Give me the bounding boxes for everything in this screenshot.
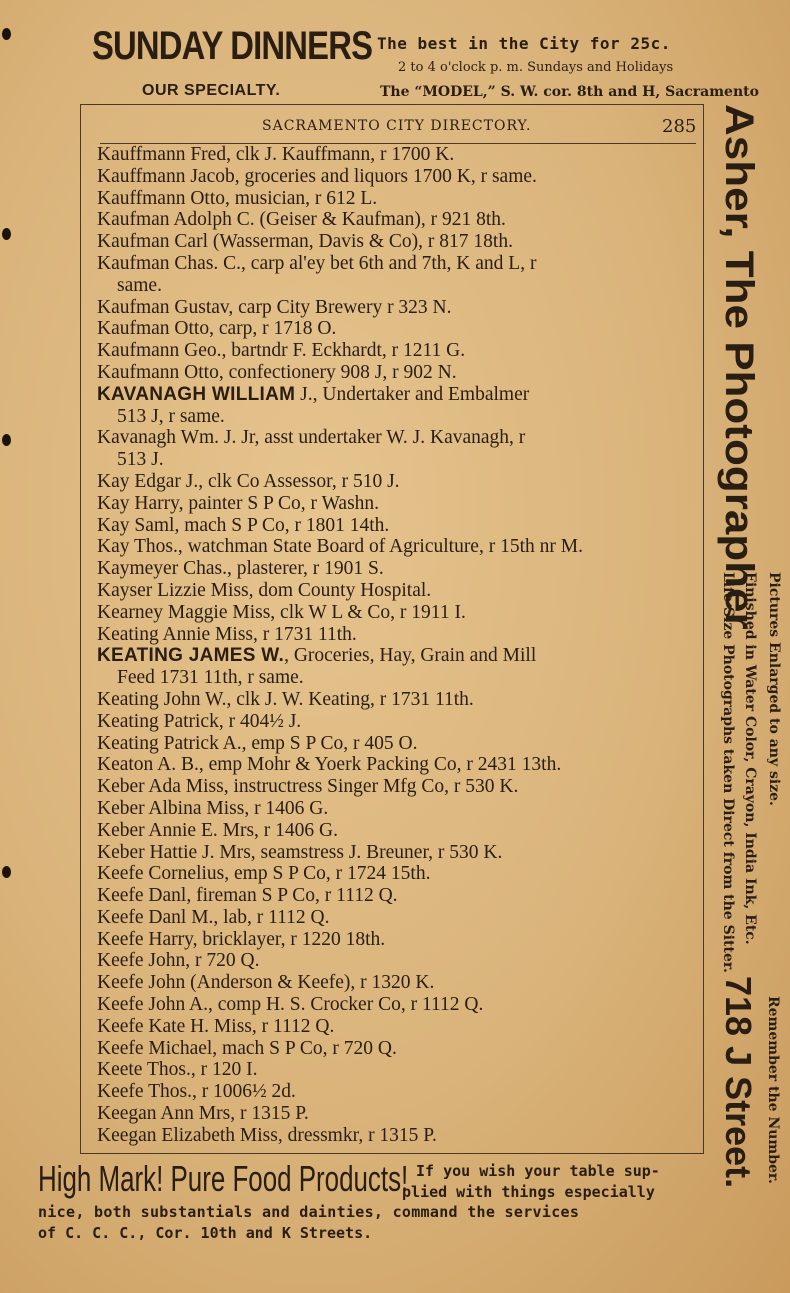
directory-entry <box>97 515 702 537</box>
directory-entry <box>97 558 702 580</box>
directory-entry <box>97 929 702 951</box>
directory-entry <box>97 1081 702 1103</box>
entry-text: Keefe Thos., r 1006½ 2d. <box>97 1081 296 1103</box>
entry-text: Keber Hattie J. Mrs, seamstress J. Breuner, r 530 K. <box>97 841 503 863</box>
entry-text: Kay Saml, mach S P Co, r 1801 14th. <box>97 514 390 536</box>
entry-text: Keefe Kate H. Miss, r 1112 Q. <box>97 1015 335 1037</box>
entry-text: Kauffmann Fred, clk J. Kauffmann, r 1700 K. <box>97 144 455 165</box>
binding-hole <box>2 866 11 878</box>
asher-remember: Remember the Number. <box>765 996 781 1184</box>
directory-entry <box>97 972 702 994</box>
entry-text: Keating Patrick, r 404½ J. <box>97 710 302 732</box>
entry-text: Kaufman Chas. C., carp al'ey bet 6th and 7th, K and L, r <box>97 252 537 274</box>
directory-entry <box>97 471 702 493</box>
high-mark-line2: plied with things especially <box>402 1183 655 1201</box>
sunday-dinners-line2: 2 to 4 o'clock p. m. Sundays and Holidays <box>398 60 674 75</box>
sunday-dinners-line1: The best in the City for 25c. <box>377 34 671 53</box>
entry-text: Kaufman Gustav, carp City Brewery r 323 N. <box>97 296 452 318</box>
entry-text: Keating John W., clk J. W. Keating, r 1731 11th. <box>97 688 474 710</box>
directory-entry <box>97 188 702 210</box>
directory-entry <box>97 318 702 340</box>
directory-entry <box>97 1038 702 1060</box>
directory-entry-continuation <box>97 667 702 689</box>
entry-text: Keefe Cornelius, emp S P Co, r 1724 15th. <box>97 863 431 885</box>
entry-name-bold: KAVANAGH WILLIAM <box>97 383 296 405</box>
entry-text: Kaymeyer Chas., plasterer, r 1901 S. <box>97 558 384 580</box>
directory-listing <box>97 144 702 1147</box>
entry-text: 513 J. <box>117 449 164 471</box>
directory-entry <box>97 602 702 624</box>
directory-entry-continuation <box>97 275 702 297</box>
entry-text: Kay Harry, painter S P Co, r Washn. <box>97 492 380 514</box>
asher-ad-line1: Pictures Enlarged to any size. <box>766 572 782 806</box>
entry-text: Kay Edgar J., clk Co Assessor, r 510 J. <box>97 470 400 492</box>
directory-entry <box>97 863 702 885</box>
entry-text: Keaton A. B., emp Mohr & Yoerk Packing Co, r 2431 13th. <box>97 754 562 776</box>
entry-text: Kaufmann Geo., bartndr F. Eckhardt, r 1211 G. <box>97 340 466 362</box>
page-header: SACRAMENTO CITY DIRECTORY. <box>262 118 532 134</box>
directory-entry <box>97 885 702 907</box>
entry-text: Keber Ada Miss, instructress Singer Mfg Co, r 530 K. <box>97 776 519 798</box>
entry-text: Kaufmann Otto, confectionery 908 J, r 902 N. <box>97 361 457 383</box>
asher-street: 718 J Street. <box>718 976 759 1189</box>
entry-text: Kearney Maggie Miss, clk W L & Co, r 1911 I. <box>97 601 466 623</box>
directory-entry <box>97 950 702 972</box>
entry-text: same. <box>117 274 162 296</box>
directory-entry <box>97 1016 702 1038</box>
entry-text: 513 J, r same. <box>117 405 225 427</box>
directory-entry <box>97 231 702 253</box>
directory-entry <box>97 340 702 362</box>
asher-ad-line2: Finished in Water Color, Crayon, India Ink, Etc. <box>742 572 758 945</box>
high-mark-title: High Mark! Pure Food Products! <box>38 1158 409 1199</box>
entry-text: Keefe John A., comp H. S. Crocker Co, r 1112 Q. <box>97 994 484 1016</box>
high-mark-line1: If you wish your table sup- <box>416 1162 660 1180</box>
directory-entry <box>97 798 702 820</box>
entry-text: Kay Thos., watchman State Board of Agriculture, r 15th nr M. <box>97 536 583 558</box>
binding-hole <box>2 28 11 40</box>
entry-name-bold: KEATING JAMES W. <box>97 645 285 667</box>
directory-entry <box>97 427 702 449</box>
entry-text: Kaufman Otto, carp, r 1718 O. <box>97 318 337 340</box>
entry-text: Keefe Harry, bricklayer, r 1220 18th. <box>97 928 386 950</box>
directory-entry <box>97 624 702 646</box>
binding-hole <box>2 228 11 240</box>
entry-text: Keegan Elizabeth Miss, dressmkr, r 1315 P. <box>97 1124 437 1146</box>
entry-text: Keber Annie E. Mrs, r 1406 G. <box>97 819 338 841</box>
entry-text: Keete Thos., r 120 I. <box>97 1059 258 1081</box>
entry-text: Kavanagh Wm. J. Jr, asst undertaker W. J. Kavanagh, r <box>97 427 526 449</box>
binding-hole <box>2 434 11 446</box>
entry-text: J., Undertaker and Embalmer <box>295 383 530 405</box>
entry-text: Kaufman Carl (Wasserman, Davis & Co), r 817 18th. <box>97 231 513 253</box>
directory-entry <box>97 776 702 798</box>
directory-entry <box>97 580 702 602</box>
directory-entry-continuation <box>97 406 702 428</box>
sunday-dinners-line3: The “MODEL,” S. W. cor. 8th and H, Sacramento <box>380 84 759 100</box>
directory-entry <box>97 994 702 1016</box>
directory-entry <box>97 1103 702 1125</box>
directory-entry <box>97 689 702 711</box>
directory-entry-continuation <box>97 449 702 471</box>
entry-text: Keefe John (Anderson & Keefe), r 1320 K. <box>97 972 435 994</box>
entry-text: , Groceries, Hay, Grain and Mill <box>284 645 537 667</box>
directory-entry <box>97 733 702 755</box>
entry-text: Keefe Danl, fireman S P Co, r 1112 Q. <box>97 885 398 907</box>
entry-text: Kauffmann Jacob, groceries and liquors 1700 K, r same. <box>97 165 537 187</box>
entry-text: Keating Patrick A., emp S P Co, r 405 O. <box>97 732 418 754</box>
directory-entry <box>97 362 702 384</box>
entry-text: Keefe John, r 720 Q. <box>97 950 260 972</box>
directory-entry <box>97 144 702 166</box>
directory-entry <box>97 166 702 188</box>
directory-entry <box>97 209 702 231</box>
directory-entry <box>97 493 702 515</box>
entry-text: Keber Albina Miss, r 1406 G. <box>97 797 329 819</box>
page-number: 285 <box>662 116 697 137</box>
entry-text: Feed 1731 11th, r same. <box>117 667 304 689</box>
directory-entry <box>97 820 702 842</box>
sunday-dinners-specialty: OUR SPECIALTY. <box>142 82 281 99</box>
entry-text: Keegan Ann Mrs, r 1315 P. <box>97 1103 309 1125</box>
directory-entry <box>97 907 702 929</box>
directory-entry <box>97 711 702 733</box>
entry-text: Kayser Lizzie Miss, dom County Hospital. <box>97 579 432 601</box>
directory-entry <box>97 536 702 558</box>
entry-text: Keefe Michael, mach S P Co, r 720 Q. <box>97 1037 397 1059</box>
directory-entry <box>97 297 702 319</box>
asher-ad-line3: Life Size Photographs taken Direct from the Sitter. <box>720 572 736 973</box>
entry-text: Keefe Danl M., lab, r 1112 Q. <box>97 906 330 928</box>
entry-text: Kaufman Adolph C. (Geiser & Kaufman), r 921 8th. <box>97 209 506 231</box>
directory-entry <box>97 842 702 864</box>
asher-photographer-title: Asher, The Photographer <box>717 104 762 630</box>
sunday-dinners-title: SUNDAY DINNERS <box>92 24 373 68</box>
entry-text: Keating Annie Miss, r 1731 11th. <box>97 623 357 645</box>
directory-entry <box>97 253 702 275</box>
entry-text: Kauffmann Otto, musician, r 612 L. <box>97 187 378 209</box>
high-mark-line4: of C. C. C., Cor. 10th and K Streets. <box>38 1224 373 1242</box>
directory-entry <box>97 645 702 667</box>
high-mark-line3: nice, both substantials and dainties, command the services <box>38 1203 580 1221</box>
directory-entry <box>97 384 702 406</box>
directory-entry <box>97 1125 702 1147</box>
directory-entry <box>97 1059 702 1081</box>
directory-entry <box>97 754 702 776</box>
